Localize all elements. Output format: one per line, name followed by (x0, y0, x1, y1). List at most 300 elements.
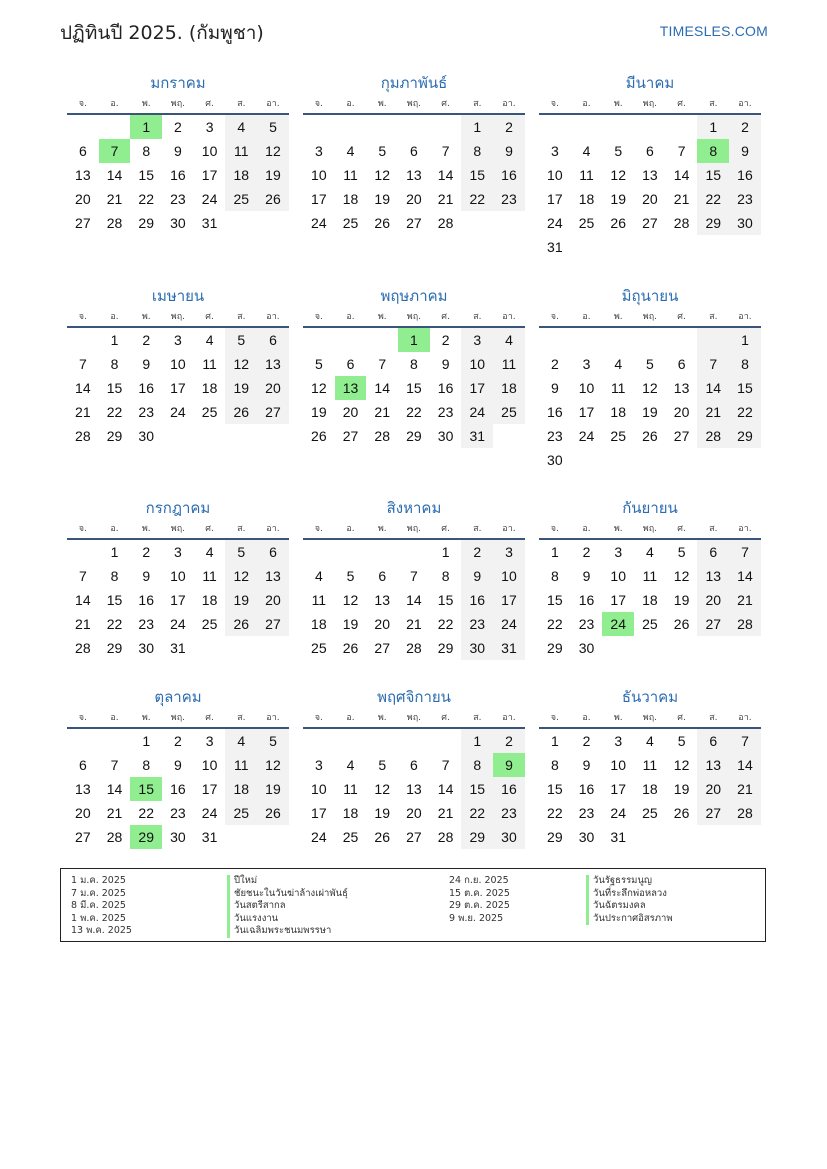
weekday-label: พฤ. (406, 713, 422, 723)
day-cell: 21 (374, 404, 390, 420)
day-cell: 30 (138, 428, 154, 444)
day-cell: 28 (673, 215, 690, 231)
day-cell: 6 (410, 143, 418, 159)
day-cell: 21 (729, 588, 761, 612)
holiday-day-cell: 1 (130, 115, 162, 139)
day-cell: 27 (697, 612, 729, 636)
day-cell: 7 (729, 729, 761, 753)
week-row (539, 352, 761, 376)
day-cell: 18 (201, 592, 218, 608)
day-cell: 15 (547, 592, 563, 608)
month-name: เมษายน (151, 287, 205, 305)
weekday-label: อ. (346, 524, 355, 534)
weekday-label: ส. (709, 524, 718, 534)
day-cell: 28 (697, 424, 729, 448)
day-cell: 2 (582, 733, 591, 749)
day-cell: 26 (610, 215, 626, 231)
holiday-date: 24 ก.ย. 2025 (449, 875, 509, 886)
day-cell: 8 (142, 757, 151, 773)
weekday-header (539, 96, 761, 115)
day-cell: 16 (547, 404, 563, 420)
day-cell: 20 (342, 404, 359, 420)
day-cell: 11 (343, 167, 358, 183)
weekday-header (303, 309, 525, 328)
day-cell: 17 (311, 191, 327, 207)
day-cell: 18 (311, 616, 327, 632)
month-block (67, 495, 289, 660)
weekday-header (539, 710, 761, 729)
week-row (539, 753, 761, 777)
day-cell: 17 (493, 588, 525, 612)
day-cell: 1 (110, 544, 119, 560)
week-row (539, 564, 761, 588)
day-cell: 13 (697, 564, 729, 588)
day-cell: 29 (437, 640, 454, 656)
empty-day-cell (571, 328, 603, 352)
day-cell: 31 (170, 640, 186, 656)
week-row (303, 540, 525, 564)
day-cell: 9 (174, 757, 182, 773)
weekday-label: พ. (377, 99, 387, 109)
day-cell: 23 (578, 805, 595, 821)
day-cell: 21 (697, 400, 729, 424)
day-cell: 23 (493, 801, 525, 825)
month-block (539, 283, 761, 472)
empty-day-cell (634, 636, 666, 660)
day-cell: 15 (729, 376, 761, 400)
day-cell: 23 (493, 187, 525, 211)
day-cell: 23 (461, 612, 493, 636)
weekday-label: อา. (266, 524, 280, 534)
weekday-label: ส. (237, 524, 246, 534)
empty-day-cell (335, 540, 367, 564)
holiday-name: วันประกาศอิสรภาพ (593, 912, 673, 924)
week-row (539, 424, 761, 448)
day-cell: 20 (257, 588, 289, 612)
day-cell: 1 (461, 115, 493, 139)
weekday-label: ศ. (677, 312, 686, 322)
weekday-label: ศ. (205, 312, 214, 322)
month-block (303, 70, 525, 235)
weekday-label: พฤ. (170, 99, 186, 109)
day-cell: 10 (170, 568, 186, 584)
day-cell: 9 (441, 356, 450, 372)
empty-day-cell (697, 636, 729, 660)
weekday-label: อ. (346, 312, 355, 322)
day-cell: 3 (314, 757, 323, 773)
week-row (67, 163, 289, 187)
day-cell: 6 (410, 757, 418, 773)
day-cell: 1 (441, 544, 450, 560)
weekday-label: ส. (709, 312, 718, 322)
day-cell: 17 (610, 592, 626, 608)
month-block (303, 684, 525, 849)
empty-day-cell (366, 115, 398, 139)
day-cell: 28 (106, 829, 123, 845)
week-row (539, 139, 761, 163)
weekday-label: ส. (709, 99, 718, 109)
day-cell: 13 (374, 592, 390, 608)
day-cell: 8 (410, 356, 418, 372)
day-cell: 14 (729, 564, 761, 588)
holiday-date: 1 พ.ค. 2025 (71, 912, 126, 924)
week-row (67, 187, 289, 211)
week-row (303, 777, 525, 801)
week-row (67, 211, 289, 235)
weekday-label: พฤ. (170, 713, 186, 723)
day-cell: 11 (343, 781, 358, 797)
weekday-label: ส. (473, 99, 482, 109)
day-cell: 18 (493, 376, 525, 400)
day-cell: 6 (677, 356, 686, 372)
weekday-label: ศ. (441, 99, 450, 109)
day-cell: 28 (406, 640, 422, 656)
day-cell: 3 (314, 143, 323, 159)
day-cell: 24 (311, 215, 327, 231)
empty-day-cell (602, 636, 634, 660)
holiday-date: 15 ต.ค. 2025 (449, 887, 510, 899)
site-link[interactable]: TIMESLES.COM (659, 23, 768, 39)
day-cell: 24 (578, 428, 595, 444)
empty-day-cell (697, 825, 729, 849)
week-row (539, 825, 761, 849)
week-row (67, 352, 289, 376)
holiday-date: 9 พ.ย. 2025 (449, 912, 504, 924)
day-cell: 15 (106, 380, 123, 396)
day-cell: 5 (646, 356, 654, 372)
day-cell: 30 (729, 211, 761, 235)
weekday-label: พฤ. (406, 99, 422, 109)
day-cell: 25 (610, 428, 626, 444)
holiday-name: วันรัฐธรรมนูญ (593, 875, 653, 886)
day-cell: 30 (461, 636, 493, 660)
empty-day-cell (257, 825, 289, 849)
empty-day-cell (461, 211, 493, 235)
day-cell: 21 (406, 616, 422, 632)
day-cell: 21 (673, 191, 690, 207)
day-cell: 17 (311, 805, 327, 821)
weekday-label: พฤ. (170, 312, 186, 322)
day-cell: 20 (75, 805, 91, 821)
day-cell: 2 (493, 729, 525, 753)
day-cell: 21 (729, 777, 761, 801)
week-row (539, 729, 761, 753)
week-row (303, 729, 525, 753)
day-cell: 15 (138, 167, 154, 183)
day-cell: 17 (201, 167, 218, 183)
day-cell: 14 (374, 380, 390, 396)
weekday-label: พ. (141, 524, 151, 534)
week-row (539, 115, 761, 139)
month-block (539, 70, 761, 259)
day-cell: 27 (75, 215, 91, 231)
weekday-label: ศ. (205, 99, 214, 109)
day-cell: 31 (461, 424, 493, 448)
day-cell: 29 (547, 829, 563, 845)
day-cell: 1 (461, 729, 493, 753)
day-cell: 11 (202, 568, 217, 584)
day-cell: 23 (138, 616, 154, 632)
day-cell: 19 (225, 376, 257, 400)
day-cell: 20 (406, 191, 422, 207)
day-cell: 16 (138, 380, 154, 396)
day-cell: 10 (170, 356, 186, 372)
day-cell: 11 (610, 380, 626, 396)
day-cell: 12 (257, 139, 289, 163)
empty-day-cell (493, 211, 525, 235)
day-cell: 22 (697, 187, 729, 211)
week-row (539, 612, 761, 636)
month-block (67, 684, 289, 849)
week-row (539, 163, 761, 187)
week-row (303, 163, 525, 187)
day-cell: 22 (138, 805, 154, 821)
day-cell: 19 (225, 588, 257, 612)
month-name: ตุลาคม (154, 688, 202, 706)
day-cell: 18 (342, 805, 359, 821)
empty-day-cell (99, 115, 131, 139)
day-cell: 13 (406, 167, 422, 183)
empty-day-cell (697, 235, 729, 259)
day-cell: 28 (729, 801, 761, 825)
week-row (303, 588, 525, 612)
weekday-label: จ. (314, 99, 323, 109)
day-cell: 4 (346, 143, 355, 159)
day-cell: 10 (547, 167, 563, 183)
day-cell: 15 (406, 380, 422, 396)
empty-day-cell (539, 328, 571, 352)
day-cell: 12 (673, 568, 690, 584)
holiday-day-cell: 15 (130, 777, 162, 801)
week-row (539, 376, 761, 400)
day-cell: 10 (610, 568, 626, 584)
day-cell: 6 (646, 143, 654, 159)
day-cell: 29 (406, 428, 422, 444)
weekday-label: พ. (141, 312, 151, 322)
day-cell: 29 (729, 424, 761, 448)
day-cell: 5 (225, 540, 257, 564)
empty-day-cell (666, 328, 698, 352)
week-row (67, 376, 289, 400)
day-cell: 23 (578, 616, 595, 632)
day-cell: 3 (614, 733, 623, 749)
empty-day-cell (162, 424, 194, 448)
week-row (67, 801, 289, 825)
day-cell: 20 (374, 616, 390, 632)
day-cell: 9 (582, 757, 591, 773)
weekday-label: ส. (709, 713, 718, 723)
day-cell: 17 (547, 191, 563, 207)
day-cell: 31 (493, 636, 525, 660)
month-name: ธันวาคม (621, 688, 679, 706)
week-row (303, 115, 525, 139)
day-cell: 2 (142, 332, 151, 348)
day-cell: 3 (493, 540, 525, 564)
day-cell: 23 (170, 805, 186, 821)
week-row (303, 564, 525, 588)
day-cell: 10 (201, 143, 218, 159)
day-cell: 29 (138, 215, 154, 231)
page-title: ปฏิทินปี 2025. (กัมพูชา) (60, 22, 264, 44)
empty-day-cell (67, 328, 99, 352)
day-cell: 5 (225, 328, 257, 352)
weekday-label: ส. (237, 312, 246, 322)
day-cell: 20 (673, 404, 690, 420)
week-row (539, 636, 761, 660)
day-cell: 27 (406, 215, 422, 231)
day-cell: 4 (205, 544, 214, 560)
weekday-header (67, 96, 289, 115)
day-cell: 5 (378, 143, 387, 159)
day-cell: 14 (75, 380, 91, 396)
day-cell: 22 (106, 404, 123, 420)
empty-day-cell (366, 729, 398, 753)
day-cell: 12 (374, 781, 390, 797)
week-row (67, 564, 289, 588)
day-cell: 9 (142, 356, 151, 372)
weekday-header (67, 710, 289, 729)
day-cell: 10 (311, 167, 327, 183)
day-cell: 27 (342, 428, 359, 444)
day-cell: 10 (461, 352, 493, 376)
day-cell: 4 (646, 544, 654, 560)
day-cell: 5 (614, 143, 623, 159)
day-cell: 7 (78, 356, 87, 372)
day-cell: 18 (642, 592, 658, 608)
day-cell: 28 (729, 612, 761, 636)
holiday-name: วันฉัตรมงคล (593, 900, 646, 911)
weekday-label: พ. (613, 524, 623, 534)
day-cell: 11 (493, 352, 525, 376)
day-cell: 23 (170, 191, 186, 207)
day-cell: 2 (174, 119, 182, 135)
day-cell: 3 (461, 328, 493, 352)
day-cell: 19 (374, 805, 390, 821)
day-cell: 7 (441, 143, 450, 159)
empty-day-cell (257, 636, 289, 660)
week-row (539, 540, 761, 564)
weekday-label: จ. (78, 524, 87, 534)
day-cell: 16 (729, 163, 761, 187)
day-cell: 20 (406, 805, 422, 821)
day-cell: 23 (729, 187, 761, 211)
day-cell: 8 (461, 753, 493, 777)
empty-day-cell (335, 328, 367, 352)
empty-day-cell (303, 115, 335, 139)
week-row (539, 801, 761, 825)
holiday-list (60, 868, 766, 942)
holiday-day-cell: 7 (99, 139, 131, 163)
day-cell: 24 (461, 400, 493, 424)
day-cell: 8 (729, 352, 761, 376)
day-cell: 13 (257, 564, 289, 588)
day-cell: 2 (441, 332, 450, 348)
weekday-label: จ. (550, 312, 559, 322)
day-cell: 26 (673, 616, 690, 632)
day-cell: 12 (673, 757, 690, 773)
weekday-header (67, 521, 289, 540)
weekday-label: พฤ. (642, 524, 658, 534)
weekday-label: อ. (582, 713, 591, 723)
day-cell: 26 (342, 640, 359, 656)
month-name: พฤศจิกายน (377, 688, 451, 706)
day-cell: 30 (170, 215, 186, 231)
holiday-name: วันสตรีสากล (234, 900, 286, 911)
day-cell: 15 (461, 777, 493, 801)
day-cell: 13 (257, 352, 289, 376)
day-cell: 9 (582, 568, 591, 584)
day-cell: 27 (406, 829, 422, 845)
day-cell: 15 (547, 781, 563, 797)
day-cell: 3 (550, 143, 559, 159)
day-cell: 7 (410, 568, 418, 584)
day-cell: 10 (311, 781, 327, 797)
week-row (539, 588, 761, 612)
day-cell: 6 (346, 356, 355, 372)
weekday-label: ศ. (205, 524, 214, 534)
day-cell: 30 (170, 829, 186, 845)
empty-day-cell (225, 424, 257, 448)
empty-day-cell (666, 636, 698, 660)
day-cell: 7 (729, 540, 761, 564)
weekday-header (539, 309, 761, 328)
week-row (539, 448, 761, 472)
empty-day-cell (335, 729, 367, 753)
day-cell: 1 (110, 332, 119, 348)
holiday-day-cell: 29 (130, 825, 162, 849)
day-cell: 11 (579, 167, 594, 183)
empty-day-cell (225, 636, 257, 660)
holiday-date: 29 ต.ค. 2025 (449, 900, 510, 911)
day-cell: 22 (547, 805, 563, 821)
weekday-label: อ. (346, 713, 355, 723)
weekday-label: อ. (582, 524, 591, 534)
weekday-label: ศ. (677, 99, 686, 109)
day-cell: 6 (257, 540, 289, 564)
week-row (67, 777, 289, 801)
month-name: สิงหาคม (386, 499, 442, 517)
month-block (67, 283, 289, 448)
day-cell: 13 (75, 167, 91, 183)
empty-day-cell (634, 825, 666, 849)
day-cell: 4 (646, 733, 654, 749)
weekday-header (303, 710, 525, 729)
day-cell: 18 (201, 380, 218, 396)
day-cell: 26 (374, 215, 390, 231)
day-cell: 3 (174, 332, 182, 348)
day-cell: 23 (547, 428, 563, 444)
day-cell: 14 (729, 753, 761, 777)
empty-day-cell (634, 115, 666, 139)
empty-day-cell (634, 235, 666, 259)
day-cell: 19 (257, 163, 289, 187)
day-cell: 3 (614, 544, 623, 560)
empty-day-cell (602, 448, 634, 472)
day-cell: 5 (677, 544, 686, 560)
holiday-date: 7 ม.ค. 2025 (71, 887, 126, 899)
day-cell: 24 (201, 191, 218, 207)
day-cell: 4 (314, 568, 323, 584)
day-cell: 30 (493, 825, 525, 849)
holiday-date: 8 มี.ค. 2025 (71, 900, 126, 911)
day-cell: 7 (677, 143, 686, 159)
weekday-label: พฤ. (406, 312, 422, 322)
day-cell: 17 (461, 376, 493, 400)
day-cell: 25 (642, 805, 658, 821)
week-row (67, 139, 289, 163)
weekday-label: อา. (502, 99, 516, 109)
empty-day-cell (602, 115, 634, 139)
